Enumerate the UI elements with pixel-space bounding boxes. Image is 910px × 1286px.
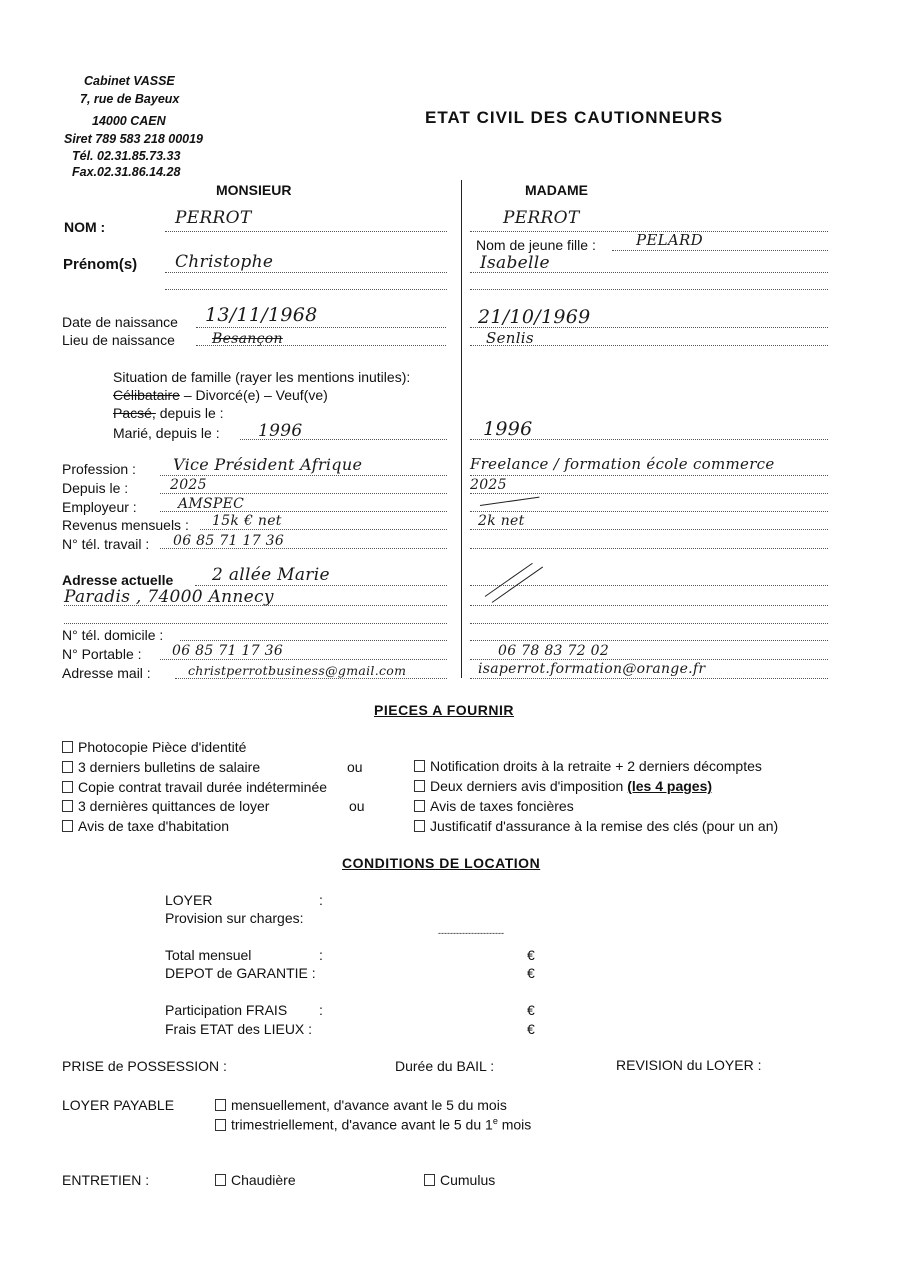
total-label: Total mensuel xyxy=(165,947,252,963)
tel-travail-label: N° tél. travail : xyxy=(62,536,150,552)
cabinet-street: 7, rue de Bayeux xyxy=(80,92,180,106)
madame-adresse-strike-1 xyxy=(485,563,533,597)
piece-right-2: Deux derniers avis d'imposition (les 4 pages) xyxy=(414,778,712,794)
madame-portable: 06 78 83 72 02 xyxy=(498,643,610,659)
monsieur-portable: 06 85 71 17 36 xyxy=(172,643,284,659)
checkbox-icon[interactable] xyxy=(414,800,425,812)
portable-label: N° Portable : xyxy=(62,646,142,662)
madame-nom: PERROT xyxy=(503,208,580,228)
mail-label: Adresse mail : xyxy=(62,665,151,681)
madame-nom-jeune-fille: PELARD xyxy=(636,231,703,249)
madame-prenom: Isabelle xyxy=(480,253,550,273)
participation-colon: : xyxy=(319,1002,323,1018)
madame-employeur-dash xyxy=(480,497,540,506)
pacse-depuis-label: depuis le : xyxy=(155,405,224,421)
page-title: ETAT CIVIL DES CAUTIONNEURS xyxy=(425,108,724,127)
piece-left-1: Photocopie Pièce d'identité xyxy=(62,739,246,755)
monsieur-tel-domicile-line xyxy=(180,640,447,641)
madame-revenus-line xyxy=(470,529,828,530)
cumulus-option: Cumulus xyxy=(424,1172,495,1188)
total-euro: € xyxy=(527,947,535,963)
madame-lieu-naissance: Senlis xyxy=(486,329,534,347)
monsieur-tel-travail-line xyxy=(160,548,447,549)
madame-lieu-line xyxy=(470,345,828,346)
madame-profession-line xyxy=(470,475,828,476)
monsieur-lieu-naissance: Besançon xyxy=(212,331,283,347)
depot-label: DEPOT de GARANTIE : xyxy=(165,965,316,981)
checkbox-icon[interactable] xyxy=(215,1119,226,1131)
frais-etat-euro: € xyxy=(527,1021,535,1037)
duree-bail-label: Durée du BAIL : xyxy=(395,1058,495,1074)
madame-marie-line xyxy=(470,439,828,440)
participation-euro: € xyxy=(527,1002,535,1018)
loyer-colon: : xyxy=(319,892,323,908)
prise-possession-label: PRISE de POSSESSION : xyxy=(62,1058,227,1074)
piece-right-4: Justificatif d'assurance à la remise des clés (pour un an) xyxy=(414,818,778,834)
revision-loyer-label: REVISION du LOYER : xyxy=(616,1057,762,1073)
monsieur-adresse-line-3 xyxy=(64,623,447,624)
checkbox-icon[interactable] xyxy=(62,781,73,793)
madame-adresse-line-1 xyxy=(470,585,828,586)
madame-date-naissance: 21/10/1969 xyxy=(478,306,591,328)
checkbox-icon[interactable] xyxy=(414,760,425,772)
madame-mail-line xyxy=(470,678,828,679)
piece-right-1: Notification droits à la retraite + 2 derniers décomptes xyxy=(414,758,762,774)
frais-etat-label: Frais ETAT des LIEUX : xyxy=(165,1021,313,1037)
les-4-pages: (les 4 pages) xyxy=(627,778,713,794)
madame-tel-domicile-line xyxy=(470,640,828,641)
cabinet-tel: Tél. 02.31.85.73.33 xyxy=(72,149,181,163)
date-naissance-label: Date de naissance xyxy=(62,314,178,330)
monsieur-prenom-line xyxy=(165,272,447,273)
column-madame: MADAME xyxy=(525,182,588,198)
column-divider xyxy=(461,180,462,678)
monsieur-nom-line xyxy=(165,231,447,232)
piece-right-3: Avis de taxes foncières xyxy=(414,798,574,814)
madame-marie-depuis: 1996 xyxy=(483,418,533,440)
cabinet-city: 14000 CAEN xyxy=(92,114,166,128)
nom-jeune-fille-line xyxy=(612,250,828,251)
nom-jeune-fille-label: Nom de jeune fille : xyxy=(476,237,596,253)
total-separator: ---------------------- xyxy=(438,928,504,938)
ou-2: ou xyxy=(349,798,365,814)
monsieur-revenus: 15k € net xyxy=(212,513,282,529)
monsieur-depuis: 2025 xyxy=(170,477,207,493)
monsieur-employeur-line xyxy=(160,511,447,512)
total-colon: : xyxy=(319,947,323,963)
loyer-payable-label: LOYER PAYABLE xyxy=(62,1097,175,1113)
monsieur-adresse-2: Paradis , 74000 Annecy xyxy=(64,587,274,607)
pieces-title: PIECES A FOURNIR xyxy=(374,702,514,718)
cabinet-name: Cabinet VASSE xyxy=(84,74,175,88)
madame-prenom-line xyxy=(470,272,828,273)
monsieur-prenom-line-2 xyxy=(165,289,447,290)
monsieur-date-naissance: 13/11/1968 xyxy=(205,304,318,326)
checkbox-icon[interactable] xyxy=(62,820,73,832)
madame-portable-line xyxy=(470,659,828,660)
monsieur-lieu-line xyxy=(196,345,446,346)
pacse-row xyxy=(113,405,224,421)
piece-left-4: 3 dernières quittances de loyer xyxy=(62,798,269,814)
madame-tel-travail-line xyxy=(470,548,828,549)
madame-depuis-line xyxy=(470,493,828,494)
monsieur-marie-depuis: 1996 xyxy=(258,421,303,441)
monsieur-adresse-line-2 xyxy=(64,605,447,606)
loyer-label: LOYER xyxy=(165,892,213,908)
cabinet-fax: Fax.02.31.86.14.28 xyxy=(72,165,181,179)
divorce-option: Divorcé(e) – Veuf(ve) xyxy=(195,387,328,403)
profession-label: Profession : xyxy=(62,461,136,477)
marie-depuis-label: Marié, depuis le : xyxy=(113,425,220,441)
checkbox-icon[interactable] xyxy=(215,1174,226,1186)
monsieur-profession-line xyxy=(160,475,447,476)
madame-prenom-line-2 xyxy=(470,289,828,290)
depuis-label: Depuis le : xyxy=(62,480,129,496)
celibataire-option: Célibataire xyxy=(113,387,180,403)
madame-date-line xyxy=(470,327,828,328)
monsieur-employeur: AMSPEC xyxy=(178,496,245,512)
cabinet-siret: Siret 789 583 218 00019 xyxy=(64,132,204,146)
madame-mail: isaperrot.formation@orange.fr xyxy=(478,661,706,677)
monsieur-adresse-1: 2 allée Marie xyxy=(212,565,330,585)
entretien-label: ENTRETIEN : xyxy=(62,1172,150,1188)
madame-profession: Freelance / formation école commerce xyxy=(470,455,775,473)
madame-employeur-line xyxy=(470,511,828,512)
monsieur-nom: PERROT xyxy=(175,208,252,228)
monsieur-revenus-line xyxy=(200,529,447,530)
provision-label: Provision sur charges: xyxy=(165,910,304,926)
checkbox-icon[interactable] xyxy=(414,780,425,792)
piece-left-2: 3 derniers bulletins de salaire xyxy=(62,759,260,775)
nom-label: NOM : xyxy=(64,219,106,235)
piece-left-5: Avis de taxe d'habitation xyxy=(62,818,229,834)
conditions-title: CONDITIONS DE LOCATION xyxy=(342,855,541,871)
trimestriel-option: trimestriellement, d'avance avant le 5 du 1e mois xyxy=(215,1116,531,1133)
monsieur-marie-line xyxy=(240,439,447,440)
prenom-label: Prénom(s) xyxy=(63,256,138,273)
adresse-actuelle-label: Adresse actuelle xyxy=(62,572,174,588)
ou-1: ou xyxy=(347,759,363,775)
madame-depuis: 2025 xyxy=(470,477,507,493)
checkbox-icon[interactable] xyxy=(414,820,425,832)
employeur-label: Employeur : xyxy=(62,499,137,515)
situation-options: Célibataire – Divorcé(e) – Veuf(ve) xyxy=(113,387,328,403)
monsieur-mail: christperrotbusiness@gmail.com xyxy=(188,663,407,678)
checkbox-icon[interactable] xyxy=(62,800,73,812)
piece-left-3: Copie contrat travail durée indéterminée xyxy=(62,779,327,795)
checkbox-icon[interactable] xyxy=(424,1174,435,1186)
tel-domicile-label: N° tél. domicile : xyxy=(62,627,164,643)
monsieur-adresse-line-1 xyxy=(195,585,447,586)
situation-label: Situation de famille (rayer les mentions inutiles): xyxy=(113,369,411,385)
monsieur-portable-line xyxy=(160,659,447,660)
depot-euro: € xyxy=(527,965,535,981)
participation-label: Participation FRAIS xyxy=(165,1002,288,1018)
monsieur-profession: Vice Président Afrique xyxy=(173,455,363,474)
column-monsieur: MONSIEUR xyxy=(216,182,292,198)
monsieur-prenom: Christophe xyxy=(175,252,274,272)
monsieur-tel-travail: 06 85 71 17 36 xyxy=(173,533,285,549)
madame-adresse-line-2 xyxy=(470,605,828,606)
checkbox-icon[interactable] xyxy=(215,1099,226,1111)
revenus-label: Revenus mensuels : xyxy=(62,517,189,533)
madame-adresse-line-3 xyxy=(470,623,828,624)
madame-revenus: 2k net xyxy=(478,513,525,529)
monsieur-depuis-line xyxy=(160,493,447,494)
checkbox-icon[interactable] xyxy=(62,741,73,753)
mensuel-option: mensuellement, d'avance avant le 5 du mois xyxy=(215,1097,507,1113)
monsieur-date-line xyxy=(196,327,446,328)
chaudiere-option: Chaudière xyxy=(215,1172,296,1188)
checkbox-icon[interactable] xyxy=(62,761,73,773)
lieu-naissance-label: Lieu de naissance xyxy=(62,332,175,348)
monsieur-mail-line xyxy=(175,678,447,679)
pacse-option: Pacsé, xyxy=(113,405,156,421)
